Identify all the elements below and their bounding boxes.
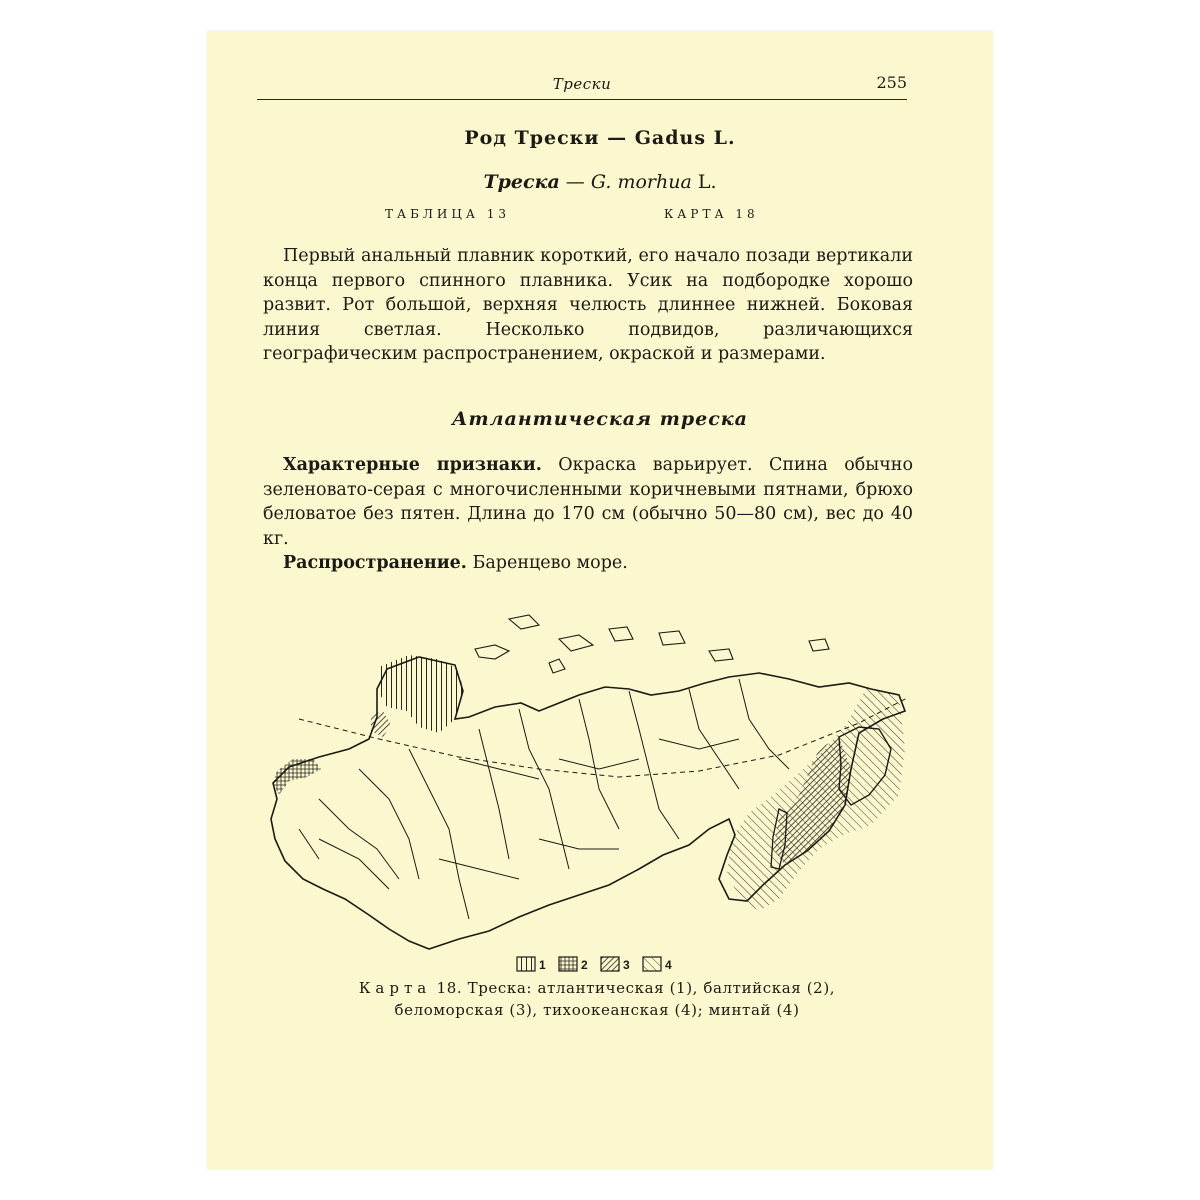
species-heading	[207, 171, 993, 193]
map-legend	[517, 957, 672, 972]
table-reference: ТАБЛИЦА 13	[385, 207, 511, 221]
species-author: L.	[691, 171, 717, 193]
distribution-label: Распространение.	[283, 553, 467, 573]
caption-line-1	[267, 977, 927, 999]
species-latin: G. morhua	[590, 171, 692, 193]
genus-heading: Род Трески — Gadus L.	[464, 127, 736, 149]
running-header	[257, 73, 907, 100]
distribution-map	[259, 599, 919, 989]
page-number: 255	[876, 73, 907, 92]
map-reference: КАРТА 18	[664, 207, 759, 221]
map-caption	[267, 977, 927, 1021]
legend-swatch-2	[559, 957, 577, 971]
legend-label-2: 2	[581, 958, 588, 972]
species-name: Треска	[483, 171, 560, 193]
barents-cod-range	[377, 655, 463, 733]
legend-label-3: 3	[623, 958, 630, 972]
traits-paragraph	[263, 453, 913, 551]
traits-label: Характерные признаки.	[283, 455, 542, 475]
subspecies-heading: Атлантическая треска	[452, 408, 748, 430]
species-dash: —	[559, 171, 591, 193]
legend-swatch-1	[517, 957, 535, 971]
running-title: Трески	[552, 75, 612, 93]
traits-text: Окраска варьирует. Спина обычно зеленовато-серая с многочисленными коричневыми пятнами, брюхо беловатое без пятен. Длина до 170 см (обычно 50—80 см), вес до 40 кг.	[263, 455, 913, 549]
caption-line-1-text: 18. Треска: атлантическая (1), балтийская (2),	[431, 979, 836, 997]
arctic-islands	[475, 615, 829, 673]
legend-label-1: 1	[539, 958, 546, 972]
legend-label-4: 4	[665, 958, 672, 972]
legend-swatch-4	[643, 957, 661, 971]
distribution-text: Баренцево море.	[466, 553, 628, 573]
legend-swatch-3	[601, 957, 619, 971]
references-line	[207, 207, 993, 227]
book-page	[207, 31, 993, 1169]
caption-lead: Карта	[358, 979, 432, 997]
species-description: Первый анальный плавник короткий, его начало позади вертикали конца первого спинного плавника. Усик на подбородке хорошо развит. Рот большой, верхняя челюсть длиннее нижней. Боковая линия светлая. Несколько подвидов, различающихся географическим распространением, окраской и размерами.	[263, 246, 913, 364]
caption-line-2: беломорская (3), тихоокеанская (4); минтай (4)	[394, 1001, 800, 1019]
distribution-paragraph	[263, 551, 913, 576]
